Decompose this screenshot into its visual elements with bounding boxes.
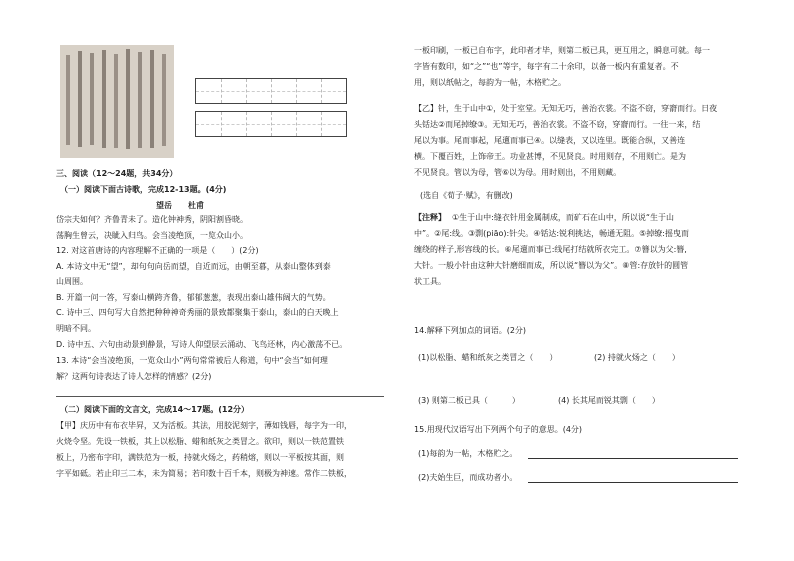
question-13: 解？这两句诗表达了诗人怎样的情感？(2分) <box>56 372 212 381</box>
question-15: 15.用现代汉语写出下列两个句子的意思。(4分) <box>414 425 583 434</box>
answer-line <box>56 396 384 397</box>
q14-item[interactable]: (4) 长其尾而锐其剽（ ） <box>558 396 660 405</box>
jia-line: 板上，乃密布字印，满铁范为一板，持就火炀之，药稍熔，则以一平板按其面，则 <box>56 453 344 462</box>
q12-option: A. 本诗文中无“望”，却句句向岳而望，自近而远，由朝至暮，从泰山整体到泰 <box>56 262 331 271</box>
poem-line: 岱宗夫如何？齐鲁青未了。造化钟神秀，阴阳割昏晓。 <box>56 215 248 224</box>
yi-line: 不见贤良。管以为母，管⑥以为母。用时则出，不用则藏。 <box>414 168 622 177</box>
q14-item[interactable]: (1)以松脂、蜡和纸灰之类冒之（ ） <box>418 353 558 362</box>
note-line: 中”。②尾:线。③剽(piāo):针尖。④铦达:锐利挑达，畅通无阻。⑤掉缭:摇曳而 <box>414 229 689 238</box>
question-12: 12. 对这首唐诗的内容理解不正确的一项是（ ）(2分) <box>56 246 259 255</box>
jia-continued: 一板印刷，一板已自布字，此印者才毕，则第二板已具，更互用之，瞬息可就。每一 <box>414 46 710 55</box>
yi-line: 尾以为事。尾而事起，尾邅而事已④。以缝表，又以连里。既能合纵，又善连 <box>414 136 686 145</box>
answer-line[interactable] <box>528 458 738 459</box>
jia-continued: 字皆有数印，如“之”“也”等字，每字有二十余印，以备一板内有重复者。不 <box>414 62 679 71</box>
writing-grid-bottom[interactable] <box>195 111 347 137</box>
poem-author: 杜甫 <box>188 201 204 210</box>
source-citation: (选自《荀子·赋》，有删改) <box>420 191 513 200</box>
q14-item[interactable]: (2) 持就火炀之（ ） <box>594 353 680 362</box>
q12-option: 明暗不同。 <box>56 324 96 333</box>
poem-line: 荡胸生曾云，决眦入归鸟。会当凌绝顶，一览众山小。 <box>56 231 248 240</box>
calligraphy-image <box>60 45 174 158</box>
notes-label: 【注释】 <box>414 213 446 222</box>
poem-intro: （一）阅读下面古诗歌，完成12-13题。(4分) <box>60 185 227 194</box>
q14-item[interactable]: (3) 则第二板已具（ ） <box>418 396 520 405</box>
note-line: 状工具。 <box>414 277 446 286</box>
note-line: ①生于山中:缝衣针用金属制成，而矿石在山中，所以说“生于山 <box>452 213 675 222</box>
q15-item: (1)每韵为一帖，木格贮之。 <box>418 449 518 458</box>
note-line: 大针。一般小针由这种大针磨细而成，所以说“簪以为父”。⑧管:存放针的圆管 <box>414 261 689 270</box>
prose-intro: （二）阅读下面的文言文，完成14～17题。(12分） <box>60 405 250 414</box>
section3-title: 三、阅读（12～24题，共34分） <box>56 169 178 178</box>
jia-line: 【甲】庆历中有布衣毕昇，又为活板。其法，用胶泥刻字，薄如钱唇，每字为一印， <box>56 421 352 430</box>
jia-line: 火烧令坚。先设一铁板，其上以松脂、蜡和纸灰之类冒之。欲印，则以一铁范置铁 <box>56 437 344 446</box>
poem-title: 望岳 <box>156 201 172 210</box>
note-line: 缠绕的样子,形容线的长。⑥尾邅而事已:线尾打结就所衣完工。⑦簪以为父:簪, <box>414 245 687 254</box>
q12-option: C. 诗中三、四句写大自然把种种神奇秀丽的景致都聚集于泰山，泰山的白天晚上 <box>56 308 339 317</box>
q12-option: D. 诗中五、六句由动景到静景，写诗人仰望层云涌动、飞鸟还林，内心激荡不已。 <box>56 340 348 349</box>
answer-line[interactable] <box>528 482 738 483</box>
yi-line: 头铦达②而尾掉缭③。无知无巧，善治衣裳。不盗不窃，穿窬而行。一往一来，结 <box>414 120 701 129</box>
q15-item: (2)夫始生巨，而成功者小。 <box>418 473 518 482</box>
yi-line: 【乙】针，生于山中①，处于室堂。无知无巧，善治衣裳。不盗不窃，穿窬而行。日夜 <box>414 104 718 113</box>
q12-option: B. 开篇一问一答，写泰山横跨齐鲁，郁郁葱葱，表现出泰山雄伟阔大的气势。 <box>56 293 331 302</box>
question-13: 13. 本诗“会当凌绝顶，一览众山小”两句常常被后人称道，句中“会当”如何理 <box>56 356 328 365</box>
writing-grid-top[interactable] <box>195 78 347 104</box>
question-14: 14.解释下列加点的词语。(2分) <box>414 326 527 335</box>
yi-line: 横。下覆百姓，上饰帝王。功业甚博，不见贤良。时用则存，不用则亡。是为 <box>414 152 686 161</box>
jia-line: 字平如砥。若止印三二本，未为简易；若印数十百千本，则极为神速。常作二铁板， <box>56 469 352 478</box>
q12-option: 山周围。 <box>56 277 88 286</box>
jia-continued: 用，则以纸帖之，每韵为一帖，木格贮之。 <box>414 78 566 87</box>
